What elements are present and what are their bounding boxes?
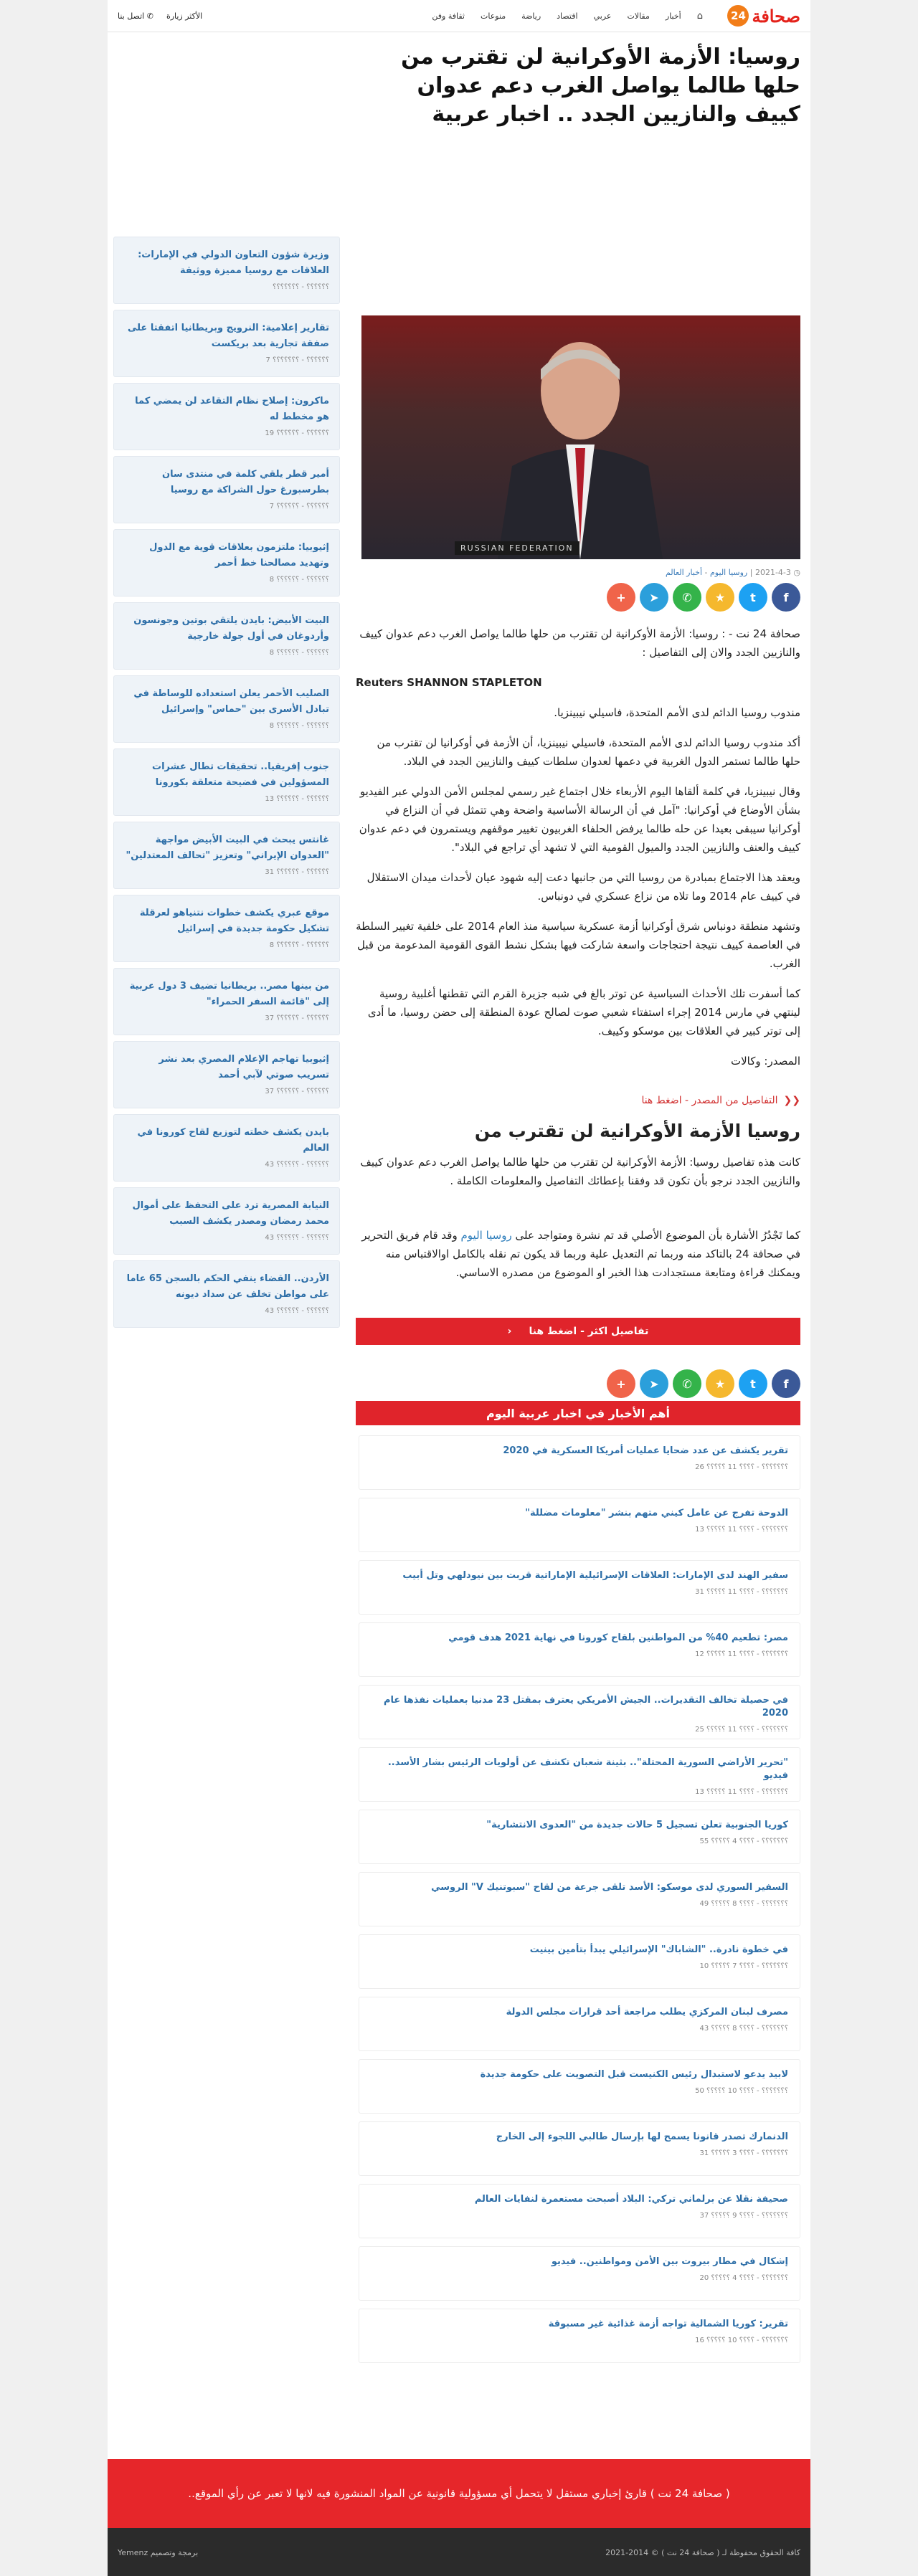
contact-label: اتصل بنا bbox=[118, 11, 145, 21]
sidebar-card[interactable] bbox=[113, 310, 340, 377]
sidebar-meta: ؟؟؟؟؟؟ - ؟؟؟؟؟؟ 8 bbox=[269, 576, 329, 584]
sidebar-title[interactable]: النيابة المصرية ترد على التحفظ على أموال محمد رمضان ومصدر يكشف السبب bbox=[132, 1200, 329, 1227]
sidebar-card[interactable] bbox=[113, 383, 340, 450]
paragraph: مندوب روسيا الدائم لدى الأمم المتحدة، فاسيلي نيبينزيا. bbox=[554, 706, 800, 719]
sidebar-card[interactable] bbox=[113, 895, 340, 962]
sub-text: كانت هذه تفاصيل روسيا: الأزمة الأوكرانية لن تقترب من حلها طالما يواصل الغرب دعم عدوان كييف والنازيين الجدد نرجو بأن تكون قد وفقنا بإعطائك التفاصيل والمعلومات الكاملة . bbox=[360, 1156, 800, 1187]
logo-badge: 24 bbox=[727, 5, 749, 27]
sidebar-meta: ؟؟؟؟؟؟ - ؟؟؟؟؟؟ 8 bbox=[269, 941, 329, 949]
category-link[interactable]: أخبار العالم bbox=[665, 568, 703, 577]
sidebar-title[interactable]: وزيرة شؤون التعاون الدولي في الإمارات: العلاقات مع روسيا مميزة ووثيقة bbox=[138, 249, 329, 276]
article-title: روسيا: الأزمة الأوكرانية لن تقترب من حلها طالما يواصل الغرب دعم عدوان كييف والنازيين الجدد .. اخبار عربية bbox=[401, 44, 800, 127]
sidebar-title[interactable]: إثيوبيا: ملتزمون بعلاقات قوية مع الدول وتهديد مصالحنا خط أحمر bbox=[149, 542, 329, 569]
nav-item[interactable]: رياضة bbox=[521, 11, 541, 21]
source-link[interactable] bbox=[356, 1095, 800, 1106]
sidebar-card[interactable] bbox=[113, 529, 340, 597]
home-icon[interactable]: ⌂ bbox=[696, 10, 703, 22]
paragraph: المصدر: وكالات bbox=[731, 1055, 800, 1068]
sidebar-meta: ؟؟؟؟؟؟ - ؟؟؟؟؟؟ 31 bbox=[265, 868, 329, 876]
sidebar-card[interactable] bbox=[113, 456, 340, 523]
more-details-label: تفاصيل اكثر - اضغط هنا bbox=[529, 1326, 649, 1337]
ad-space bbox=[356, 129, 800, 315]
news-title[interactable]: إشكال في مطار بيروت بين الأمن ومواطنين.. فيديو bbox=[551, 2256, 788, 2267]
list-item[interactable] bbox=[359, 2246, 800, 2301]
sidebar-meta: ؟؟؟؟؟؟ - ؟؟؟؟؟؟ 43 bbox=[265, 1161, 329, 1169]
share-bar bbox=[356, 583, 800, 612]
news-title[interactable]: الدوحة تفرج عن عامل كيني متهم بنشر "معلومات مضللة" bbox=[525, 1508, 788, 1518]
news-meta: ؟؟؟؟؟؟؟ - ؟؟؟؟ 9 ؟؟؟؟؟ 37 bbox=[699, 2212, 788, 2220]
sidebar-card[interactable] bbox=[113, 237, 340, 304]
site-logo[interactable] bbox=[727, 4, 800, 27]
photo-credit: Reuters SHANNON STAPLETON bbox=[356, 676, 542, 689]
news-title[interactable]: سفير الهند لدى الإمارات: العلاقات الإسرائيلية الإماراتية قربت بين نيودلهي وتل أبيب bbox=[402, 1570, 788, 1581]
sidebar-title[interactable]: تقارير إعلامية: النرويج وبريطانيا اتفقتا على صفقة تجارية بعد بريكست bbox=[127, 323, 329, 349]
footer-bar bbox=[108, 2528, 810, 2576]
list-item[interactable] bbox=[359, 1685, 800, 1739]
nav-item[interactable]: ثقافة وفن bbox=[432, 11, 465, 21]
site-header bbox=[108, 0, 810, 32]
news-title[interactable]: السفير السوري لدى موسكو: الأسد تلقى جرعة من لقاح "سبوتنيك V" الروسي bbox=[431, 1882, 788, 1893]
top-news-header: أهم الأخبار في اخبار عربية اليوم bbox=[356, 1401, 800, 1425]
plus-icon[interactable]: + bbox=[607, 1369, 635, 1398]
note-text: كما تَجْدُرُ الأشارة بأن الموضوع الأصلي قد تم نشرة ومتواجد على bbox=[515, 1229, 800, 1242]
news-title[interactable]: كوريا الجنوبية تعلن تسجيل 5 حالات جديدة من "العدوى الانتشارية" bbox=[486, 1820, 788, 1830]
sidebar-meta: ؟؟؟؟؟؟ - ؟؟؟؟؟؟ 7 bbox=[269, 503, 329, 510]
sidebar-card[interactable] bbox=[113, 748, 340, 816]
sidebar-meta: ؟؟؟؟؟؟ - ؟؟؟؟؟؟ 43 bbox=[265, 1307, 329, 1315]
paragraph: كما أسفرت تلك الأحداث السياسية عن توتر بالغ في شبه جزيرة القرم التي تقطنها أغلبية روسية لينتهي في مارس 2014 إجراء استفتاء شعبي صوت لصالح عودة المنطقة إلى حضن روسيا، ما أدى إلى توتر كبير في العلاقات بين موسكو وكييف. bbox=[367, 987, 800, 1037]
nav-item[interactable]: منوعات bbox=[481, 11, 506, 21]
nav-item[interactable]: أخبار bbox=[665, 11, 681, 21]
list-item[interactable] bbox=[359, 1747, 800, 1802]
facebook-icon[interactable]: f bbox=[772, 583, 800, 612]
developer-credit[interactable]: برمجة وتصميم Yemenz bbox=[118, 2548, 199, 2557]
article-date: 2021-4-3 bbox=[754, 568, 791, 577]
news-title[interactable]: "تحرير الأراضي السورية المحتلة".. بثينة شعبان تكشف عن أولويات الرئيس بشار الأسد.. فيديو bbox=[387, 1757, 788, 1781]
sidebar-title[interactable]: الأردن.. القضاء ينفي الحكم بالسجن 65 عاما على مواطن تخلف عن سداد ديونه bbox=[126, 1273, 329, 1300]
sidebar-card[interactable] bbox=[113, 602, 340, 670]
paragraph: ويعقد هذا الاجتماع بمبادرة من روسيا التي من جانبها دعت إليه شهود عيان لأحداث ميدان الاستقلال في كييف عام 2014 وما تلاه من نزاع عسكري في دونباس. bbox=[366, 871, 800, 903]
sidebar-title[interactable]: أمير قطر يلقي كلمة في منتدى سان بطرسبورغ حول الشراكة مع روسيا bbox=[162, 469, 329, 495]
top-news-list bbox=[359, 1435, 800, 2363]
sidebar-meta: ؟؟؟؟؟؟ - ؟؟؟؟؟؟ 8 bbox=[269, 649, 329, 657]
news-title[interactable]: تقرير: كوريا الشمالية تواجه أزمة غذائية غير مسبوقة bbox=[548, 2319, 788, 2329]
list-item[interactable] bbox=[359, 1997, 800, 2051]
nav-item[interactable]: عربي bbox=[593, 11, 612, 21]
sidebar-title[interactable]: موقع عبري يكشف خطوات نتنياهو لعرقلة تشكيل حكومة جديدة في إسرائيل bbox=[139, 908, 329, 934]
person-illustration bbox=[498, 330, 663, 559]
list-item[interactable] bbox=[359, 2121, 800, 2176]
footer-disclaimer: ( صحافة 24 نت ) قارئ إخباري مستقل لا يتحمل أي مسؤولية قانونية عن المواد المنشورة فيه لانها لا تعبر عن رأي الموقع.. bbox=[108, 2459, 810, 2528]
article-intro: صحافة 24 نت - : روسيا: الأزمة الأوكرانية لن تقترب من حلها طالما يواصل الغرب دعم عدوان كييف والنازيين الجدد والان إلى التفاصيل : bbox=[359, 627, 800, 659]
page bbox=[108, 0, 810, 2576]
star-icon[interactable]: ★ bbox=[706, 1369, 734, 1398]
sidebar-title[interactable]: ماكرون: إصلاح نظام التقاعد لن يمضي كما هو مخطط له bbox=[135, 396, 329, 422]
list-item[interactable] bbox=[359, 1498, 800, 1552]
news-meta: ؟؟؟؟؟؟؟ - ؟؟؟؟ 11 ؟؟؟؟؟ 31 bbox=[695, 1588, 788, 1596]
sidebar-title[interactable]: البيت الأبيض: بايدن يلتقي بوتين وجونسون وأردوغان في أول جولة خارجية bbox=[133, 615, 329, 642]
double-chevron-icon: ❮❮ bbox=[783, 1095, 800, 1106]
news-title[interactable]: تقرير يكشف عن عدد ضحايا عمليات أمريكا العسكرية في 2020 bbox=[503, 1445, 788, 1456]
header-links bbox=[118, 0, 202, 32]
sidebar-meta: ؟؟؟؟؟؟ - ؟؟؟؟؟؟ 19 bbox=[265, 429, 329, 437]
category-link[interactable]: روسيا اليوم bbox=[710, 568, 748, 577]
news-meta: ؟؟؟؟؟؟؟ - ؟؟؟؟ 7 ؟؟؟؟؟ 10 bbox=[699, 1962, 788, 1970]
most-visited-link[interactable]: الأكثر زيارة bbox=[166, 11, 203, 21]
note-text: وقد قام فريق التحرير في صحافة 24 بالتاكد منه وربما تم التعديل علية وربما قد يكون تم نقله بالكامل اوالاقتباس منه ويمكنك قراءة ومتابعة مستجدادت هذا الخبر او الموضوع من مصدره الاساسي. bbox=[361, 1229, 800, 1279]
sidebar-meta: ؟؟؟؟؟؟ - ؟؟؟؟؟؟؟ bbox=[273, 283, 329, 291]
news-meta: ؟؟؟؟؟؟؟ - ؟؟؟؟ 11 ؟؟؟؟؟ 13 bbox=[695, 1526, 788, 1534]
plus-icon[interactable]: + bbox=[607, 583, 635, 612]
list-item[interactable] bbox=[359, 1872, 800, 1926]
news-meta: ؟؟؟؟؟؟؟ - ؟؟؟؟ 4 ؟؟؟؟؟ 55 bbox=[699, 1838, 788, 1845]
news-meta: ؟؟؟؟؟؟؟ - ؟؟؟؟ 3 ؟؟؟؟؟ 31 bbox=[699, 2149, 788, 2157]
twitter-icon[interactable]: t bbox=[739, 583, 767, 612]
twitter-icon[interactable]: t bbox=[739, 1369, 767, 1398]
contact-link[interactable] bbox=[118, 11, 153, 21]
sidebar-card[interactable] bbox=[113, 822, 340, 889]
clock-icon: ◷ bbox=[793, 568, 800, 577]
whatsapp-icon[interactable]: ✆ bbox=[673, 1369, 701, 1398]
sub-title: روسيا الأزمة الأوكرانية لن تقترب من bbox=[474, 1121, 800, 1141]
note-source-link[interactable]: روسيا اليوم bbox=[460, 1229, 512, 1242]
article-column bbox=[356, 43, 800, 2371]
paragraph: أكد مندوب روسيا الدائم لدى الأمم المتحدة، فاسيلي نيبينزيا، أن الأزمة في أوكرانيا لن تقترب من حلها طالما تستمر الدول الغربية في دعمها لعدوان سلطات كييف والنازيين الجدد في البلاد. bbox=[377, 736, 800, 768]
photo-nameplate: RUSSIAN FEDERATION bbox=[455, 541, 579, 555]
news-title[interactable]: في حصيلة تخالف التقديرات.. الجيش الأمريكي يعترف بمقتل 23 مدنيا بعمليات نفذها عام 2020 bbox=[384, 1695, 788, 1719]
news-meta: ؟؟؟؟؟؟؟ - ؟؟؟؟ 10 ؟؟؟؟؟ 16 bbox=[695, 2337, 788, 2344]
list-item[interactable] bbox=[359, 1934, 800, 1989]
list-item[interactable] bbox=[359, 1622, 800, 1677]
news-title[interactable]: صحيفة نقلا عن برلماني تركي: البلاد أصبحت مستعمرة لنفايات العالم bbox=[474, 2194, 788, 2205]
sidebar-meta: ؟؟؟؟؟؟ - ؟؟؟؟؟؟؟ 7 bbox=[265, 356, 329, 364]
news-meta: ؟؟؟؟؟؟؟ - ؟؟؟؟ 11 ؟؟؟؟؟ 12 bbox=[695, 1650, 788, 1658]
star-icon[interactable]: ★ bbox=[706, 583, 734, 612]
article-photo bbox=[361, 315, 800, 559]
news-meta: ؟؟؟؟؟؟؟ - ؟؟؟؟ 11 ؟؟؟؟؟ 13 bbox=[695, 1788, 788, 1796]
nav-item[interactable]: اقتصاد bbox=[557, 11, 578, 21]
sidebar-title[interactable]: جنوب إفريقيا.. تحقيقات تطال عشرات المسؤولين في فضيحة متعلقة بكورونا bbox=[152, 761, 329, 788]
sidebar-card[interactable] bbox=[113, 968, 340, 1035]
sidebar-meta: ؟؟؟؟؟؟ - ؟؟؟؟؟؟ 37 bbox=[265, 1088, 329, 1095]
article-body bbox=[356, 624, 800, 1282]
sidebar-card[interactable] bbox=[113, 1041, 340, 1108]
facebook-icon[interactable]: f bbox=[772, 1369, 800, 1398]
sidebar-title[interactable]: بايدن يكشف خطته لتوزيع لقاح كورونا في العالم bbox=[137, 1127, 329, 1154]
sidebar-title[interactable]: من بينها مصر.. بريطانيا تضيف 3 دول عربية إلى "قائمة السفر الحمراء" bbox=[129, 981, 329, 1007]
paragraph: وتشهد منطقة دونباس شرق أوكرانيا أزمة عسكرية سياسية منذ العام 2014 على خلفية تغيير السلطة في العاصمة كييف نتيجة احتجاجات واسعة شاركت فيها بشكل نشط القوى القومية المدعومة من قبل الغرب. bbox=[356, 920, 800, 970]
sidebar-meta: ؟؟؟؟؟؟ - ؟؟؟؟؟؟ 13 bbox=[265, 795, 329, 803]
copyright: كافة الحقوق محفوظة لـ ( صحافة 24 نت ) © 2014-2021 bbox=[605, 2548, 800, 2557]
sidebar-card[interactable] bbox=[113, 675, 340, 743]
news-title[interactable]: لابيد يدعو لاستبدال رئيس الكنيست قبل التصويت على حكومة جديدة bbox=[480, 2069, 788, 2080]
paragraph: وقال نيبينزيا، في كلمة ألقاها اليوم الأربعاء خلال اجتماع غير رسمي لمجلس الأمن الدولي عبر الفيديو بشأن الأوضاع في أوكرانيا: "آمل في أن الرسالة الأساسية واضحة وهي تتمثل في أن النزاع في أوكرانيا سيبقى بعيدا عن حله طالما يرفض الحلفاء الغربيون تغيير موقفهم ويستمرون في دعم عدوان كييف والعنف والنازيين الجدد والميول القومية التي لا تشهد أي تراجع في البلاد". bbox=[359, 785, 800, 854]
phone-icon: ✆ bbox=[146, 11, 153, 21]
news-meta: ؟؟؟؟؟؟؟ - ؟؟؟؟ 8 ؟؟؟؟؟ 49 bbox=[699, 1900, 788, 1908]
news-meta: ؟؟؟؟؟؟؟ - ؟؟؟؟ 4 ؟؟؟؟؟ 20 bbox=[699, 2274, 788, 2282]
sidebar-meta: ؟؟؟؟؟؟ - ؟؟؟؟؟؟ 43 bbox=[265, 1234, 329, 1242]
sidebar-card[interactable] bbox=[113, 1114, 340, 1182]
sidebar bbox=[113, 237, 340, 1334]
news-meta: ؟؟؟؟؟؟؟ - ؟؟؟؟ 11 ؟؟؟؟؟ 25 bbox=[695, 1726, 788, 1734]
main-nav bbox=[432, 0, 703, 32]
logo-text: صحافة bbox=[752, 5, 800, 27]
list-item[interactable] bbox=[359, 2309, 800, 2363]
share-bar-bottom bbox=[356, 1369, 800, 1398]
telegram-icon[interactable]: ➤ bbox=[640, 1369, 668, 1398]
nav-item[interactable]: مقالات bbox=[627, 11, 650, 21]
whatsapp-icon[interactable]: ✆ bbox=[673, 583, 701, 612]
news-title[interactable]: في خطوة نادرة.. "الشاباك" الإسرائيلي يبدأ بتأمين بينيت bbox=[529, 1944, 788, 1955]
source-note bbox=[356, 1226, 800, 1282]
list-item[interactable] bbox=[359, 1435, 800, 1490]
sidebar-card[interactable] bbox=[113, 1260, 340, 1328]
sidebar-title[interactable]: إثيوبيا تهاجم الإعلام المصري بعد نشر تسريب صوتي لآبي أحمد bbox=[158, 1054, 329, 1080]
more-details-button[interactable] bbox=[356, 1318, 800, 1345]
sidebar-meta: ؟؟؟؟؟؟ - ؟؟؟؟؟؟ 37 bbox=[265, 1014, 329, 1022]
list-item[interactable] bbox=[359, 1810, 800, 1864]
sidebar-title[interactable]: غانتس يبحث في البيت الأبيض مواجهة "العدوان الإيراني" وتعزيز "تحالف المعتدلين" bbox=[126, 835, 329, 861]
sidebar-meta: ؟؟؟؟؟؟ - ؟؟؟؟؟؟ 8 bbox=[269, 722, 329, 730]
news-meta: ؟؟؟؟؟؟؟ - ؟؟؟؟ 11 ؟؟؟؟؟ 26 bbox=[695, 1463, 788, 1471]
news-meta: ؟؟؟؟؟؟؟ - ؟؟؟؟ 10 ؟؟؟؟؟ 50 bbox=[695, 2087, 788, 2095]
sidebar-card[interactable] bbox=[113, 1187, 340, 1255]
news-title[interactable]: مصرف لبنان المركزي يطلب مراجعة أحد قرارات مجلس الدولة bbox=[506, 2007, 788, 2017]
news-title[interactable]: الدنمارك تصدر قانونا يسمح لها بإرسال طالبي اللجوء إلى الخارج bbox=[496, 2131, 788, 2142]
list-item[interactable] bbox=[359, 1560, 800, 1615]
article-meta: ◷ 2021-4-3 | روسيا اليوم - أخبار العالم bbox=[665, 568, 800, 577]
list-item[interactable] bbox=[359, 2059, 800, 2114]
telegram-icon[interactable]: ➤ bbox=[640, 583, 668, 612]
news-title[interactable]: مصر: تطعيم 40% من المواطنين بلقاح كورونا في نهاية 2021 هدف قومي bbox=[448, 1632, 788, 1643]
chevron-left-icon: ‹ bbox=[507, 1326, 512, 1337]
list-item[interactable] bbox=[359, 2184, 800, 2238]
news-meta: ؟؟؟؟؟؟؟ - ؟؟؟؟ 8 ؟؟؟؟؟ 43 bbox=[699, 2025, 788, 2033]
sidebar-title[interactable]: الصليب الأحمر يعلن استعداده للوساطة في تبادل الأسرى بين "حماس" وإسرائيل bbox=[133, 688, 329, 715]
source-link-label: التفاصيل من المصدر - اضغط هنا bbox=[641, 1095, 778, 1106]
